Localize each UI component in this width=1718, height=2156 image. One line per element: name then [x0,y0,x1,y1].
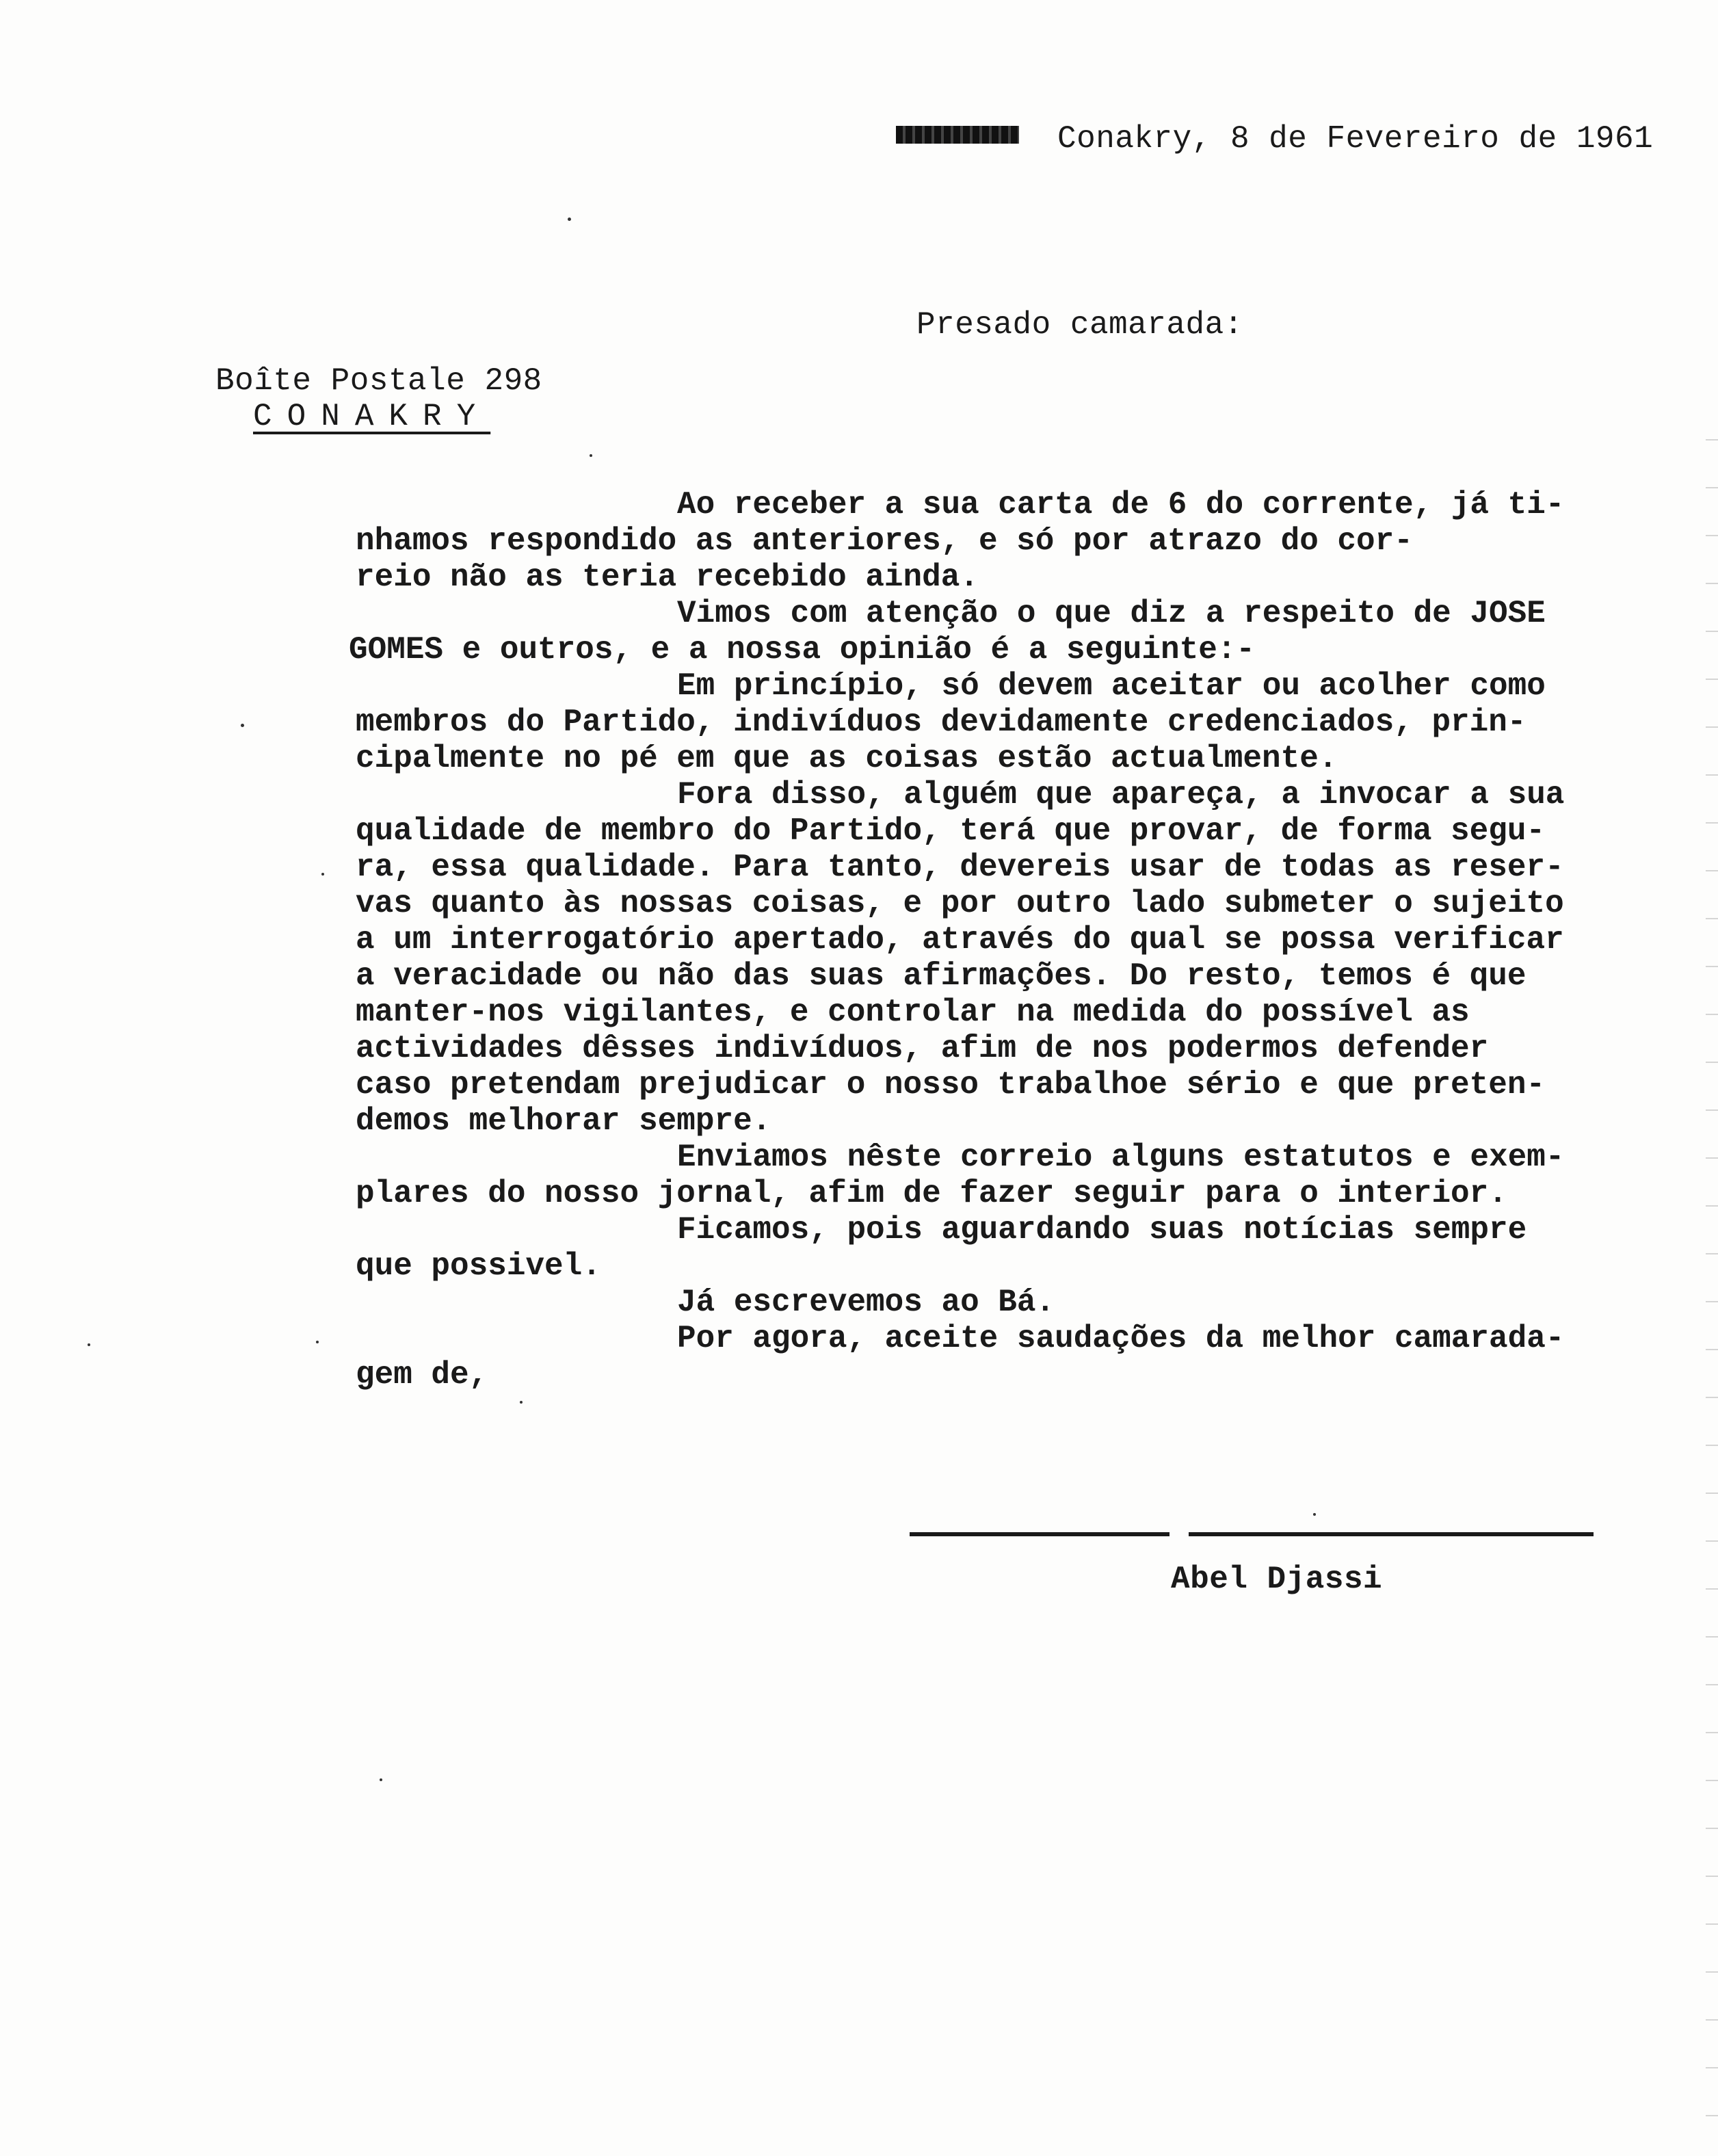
body-line: Em princípio, só devem aceitar ou acolher como [677,668,1546,704]
body-line: nhamos respondido as anteriores, e só por atrazo do cor- [356,523,1413,559]
body-line: que possivel. [356,1248,601,1284]
body-line: demos melhorar sempre. [356,1103,771,1139]
date-line [896,120,1653,157]
signature-rule [910,1532,1169,1536]
body-line: Já escrevemos ao Bá. [677,1285,1055,1320]
body-line: Fora disso, alguém que apareça, a invocar a sua [677,777,1565,813]
body-line: reio não as teria recebido ainda. [356,560,979,595]
struck-out-text [896,126,1019,144]
body-line: cipalmente no pé em que as coisas estão actualmente. [356,741,1338,776]
body-line: a veracidade ou não das suas afirmações. Do resto, temos é que [356,958,1527,994]
body-line: vas quanto às nossas coisas, e por outro lado submeter o sujeito [356,886,1564,921]
signature-rule [1189,1532,1594,1536]
body-line: Por agora, aceite saudações da melhor camarada- [677,1321,1565,1356]
body-line: Ficamos, pois aguardando suas notícias sempre [677,1212,1527,1248]
body-line: GOMES e outros, e a nossa opinião é a seguinte:- [349,632,1256,668]
body-line: Enviamos nêste correio alguns estatutos e exem- [677,1140,1565,1175]
salutation: Presado camarada: [916,307,1243,343]
address-line-2: CONAKRY [253,399,491,434]
body-line: plares do nosso jornal, afim de fazer seguir para o interior. [356,1176,1507,1211]
body-line: actividades dêsses indivíduos, afim de nos podermos defender [356,1031,1489,1066]
body-line: ra, essa qualidade. Para tanto, devereis usar de todas as reser- [356,850,1564,885]
body-line: Ao receber a sua carta de 6 do corrente, já ti- [677,487,1565,523]
body-line: Vimos com atenção o que diz a respeito de JOSE [677,596,1546,631]
body-line: a um interrogatório apertado, através do qual se possa verificar [356,922,1564,958]
signer-name: Abel Djassi [1171,1562,1383,1597]
date-text: Conakry, 8 de Fevereiro de 1961 [1057,121,1654,157]
body-line: qualidade de membro do Partido, terá que provar, de forma segu- [356,813,1546,849]
body-line: gem de, [356,1357,488,1393]
body-line: membros do Partido, indivíduos devidamente credenciados, prin- [356,705,1527,740]
scan-edge [1706,424,1718,2134]
address-line-1: Boîte Postale 298 [215,363,542,399]
body-line: caso pretendam prejudicar o nosso trabalhoe sério e que preten- [356,1067,1546,1103]
body-line: manter-nos vigilantes, e controlar na medida do possível as [356,995,1470,1030]
letter-body [349,487,1669,1393]
